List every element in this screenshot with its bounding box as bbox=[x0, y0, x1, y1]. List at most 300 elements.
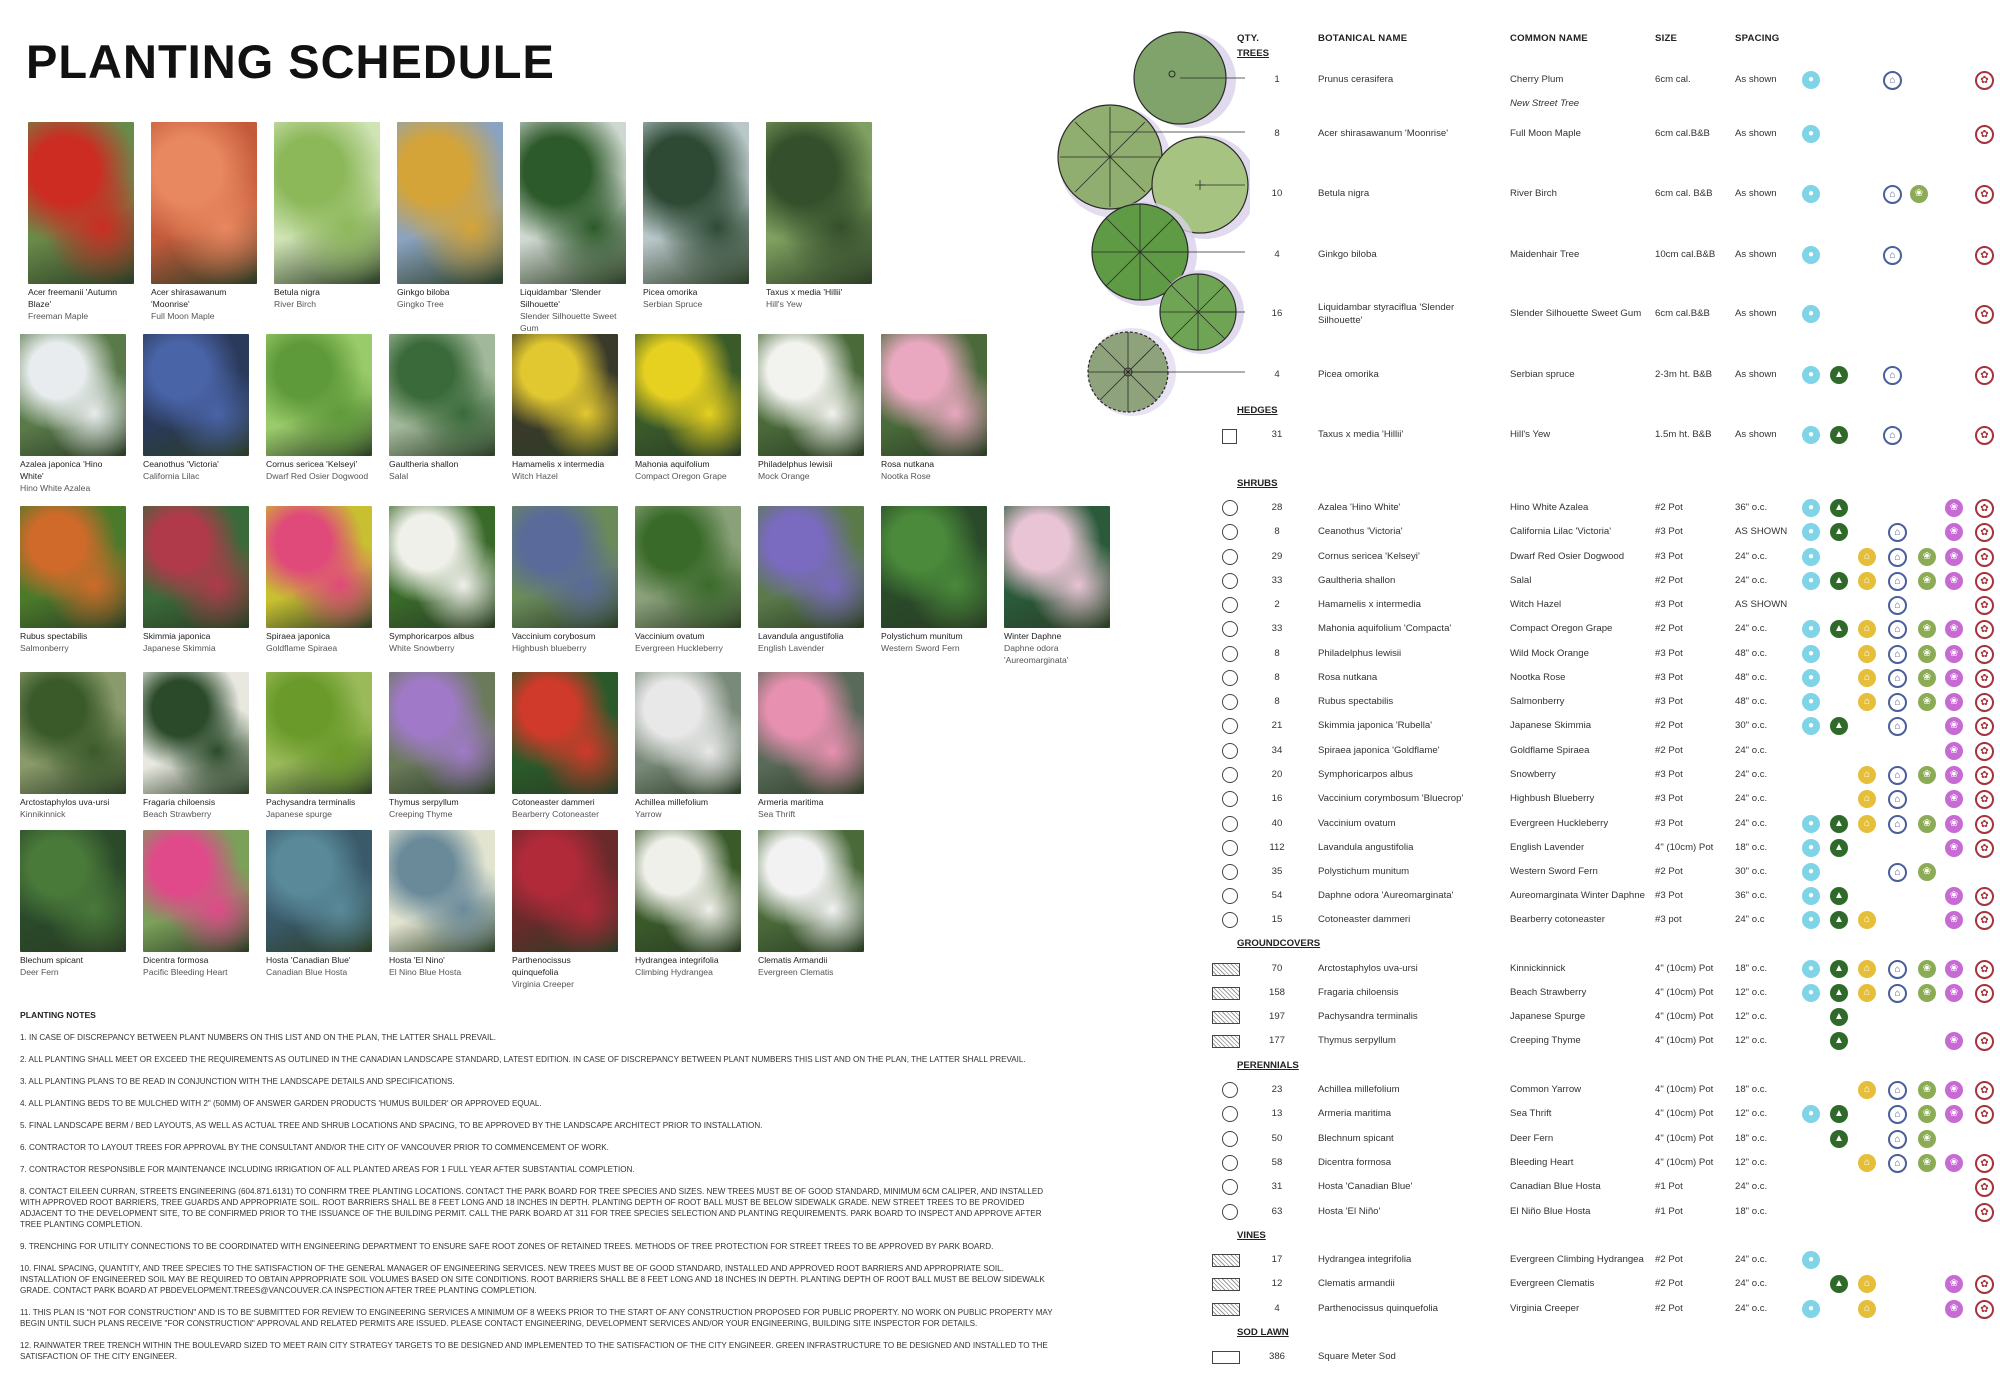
schedule-qty: 2 bbox=[1274, 599, 1280, 610]
plant-common-label: River Birch bbox=[274, 299, 317, 309]
schedule-size: 4" (10cm) Pot bbox=[1655, 1108, 1714, 1119]
schedule-spacing: 18" o.c. bbox=[1735, 1133, 1768, 1144]
red-attribute-icon: ✿ bbox=[1975, 742, 1994, 761]
plant-photo bbox=[389, 672, 495, 794]
schedule-botanical-name: Dicentra formosa bbox=[1318, 1157, 1392, 1168]
plant-photo bbox=[28, 122, 134, 284]
schedule-spacing: 24" o.c bbox=[1735, 914, 1765, 925]
green-attribute-icon: ▲ bbox=[1830, 911, 1848, 929]
ltblue-attribute-icon: ● bbox=[1802, 426, 1820, 444]
schedule-spacing: 30" o.c. bbox=[1735, 866, 1768, 877]
schedule-spacing: As shown bbox=[1735, 128, 1777, 139]
yellow-attribute-icon: ⌂ bbox=[1858, 766, 1876, 784]
plan-symbol-icon bbox=[1212, 1254, 1240, 1267]
plant-card bbox=[635, 334, 741, 482]
schedule-size: #3 Pot bbox=[1655, 769, 1683, 780]
schedule-common-name: Western Sword Fern bbox=[1510, 866, 1598, 877]
schedule-spacing: 24" o.c. bbox=[1735, 551, 1768, 562]
pink-attribute-icon: ❀ bbox=[1945, 572, 1963, 590]
schedule-common-name: Deer Fern bbox=[1510, 1133, 1554, 1144]
plant-botanical-label: Mahonia aquifolium bbox=[635, 459, 710, 469]
schedule-common-name: Evergreen Clematis bbox=[1510, 1278, 1595, 1289]
schedule-qty: 10 bbox=[1271, 188, 1283, 199]
schedule-qty: 1 bbox=[1274, 74, 1280, 85]
plant-photo bbox=[758, 830, 864, 952]
ltblue-attribute-icon: ● bbox=[1802, 984, 1820, 1002]
navy-attribute-icon: ⌂ bbox=[1883, 71, 1902, 90]
schedule-qty: 8 bbox=[1274, 526, 1280, 537]
plant-photo bbox=[520, 122, 626, 284]
plan-symbol-icon bbox=[1222, 694, 1238, 710]
plant-photo bbox=[266, 830, 372, 952]
plant-common-label: Compact Oregon Grape bbox=[635, 471, 727, 481]
navy-attribute-icon: ⌂ bbox=[1888, 766, 1907, 785]
schedule-botanical-name: Fragaria chiloensis bbox=[1318, 987, 1399, 998]
plant-common-label: Salmonberry bbox=[20, 643, 69, 653]
planting-note: 6. CONTRACTOR TO LAYOUT TREES FOR APPROVAL BY THE CONSULTANT AND/OR THE CITY OF VANCOUVER PRIOR TO COMMENCEMENT OF WORK. bbox=[20, 1143, 609, 1152]
ltblue-attribute-icon: ● bbox=[1802, 1300, 1820, 1318]
schedule-spacing: 24" o.c. bbox=[1735, 1303, 1768, 1314]
plant-botanical-label: Ginkgo biloba bbox=[397, 287, 450, 297]
schedule-qty: 17 bbox=[1271, 1254, 1283, 1265]
schedule-size: 4" (10cm) Pot bbox=[1655, 1084, 1714, 1095]
green-attribute-icon: ▲ bbox=[1830, 984, 1848, 1002]
red-attribute-icon: ✿ bbox=[1975, 1300, 1994, 1319]
schedule-qty: 35 bbox=[1271, 866, 1283, 877]
schedule-spacing: 24" o.c. bbox=[1735, 745, 1768, 756]
schedule-botanical-name: Hosta 'El Niño' bbox=[1318, 1206, 1381, 1217]
plant-botanical-label: Picea omorika bbox=[643, 287, 698, 297]
schedule-size: #3 Pot bbox=[1655, 551, 1683, 562]
planting-note: 4. ALL PLANTING BEDS TO BE MULCHED WITH 2" (50MM) OF ANSWER GARDEN PRODUCTS 'HUMUS BUILDER' OR APPROVED EQUAL. bbox=[20, 1099, 542, 1108]
plant-card bbox=[266, 830, 372, 978]
schedule-row-note: New Street Tree bbox=[1510, 98, 1580, 109]
navy-attribute-icon: ⌂ bbox=[1888, 790, 1907, 809]
schedule-section-title: TREES bbox=[1237, 48, 1269, 59]
plant-photo bbox=[512, 506, 618, 628]
schedule-botanical-name: Arctostaphylos uva-ursi bbox=[1318, 963, 1418, 974]
red-attribute-icon: ✿ bbox=[1975, 790, 1994, 809]
schedule-section-title: SHRUBS bbox=[1237, 478, 1278, 489]
red-attribute-icon: ✿ bbox=[1975, 839, 1994, 858]
ltblue-attribute-icon: ● bbox=[1802, 911, 1820, 929]
ltblue-attribute-icon: ● bbox=[1802, 887, 1820, 905]
plant-photo bbox=[758, 672, 864, 794]
green-attribute-icon: ▲ bbox=[1830, 717, 1848, 735]
olive-attribute-icon: ❀ bbox=[1918, 815, 1936, 833]
red-attribute-icon: ✿ bbox=[1975, 1178, 1994, 1197]
navy-attribute-icon: ⌂ bbox=[1888, 693, 1907, 712]
plant-common-label: English Lavender bbox=[758, 643, 825, 653]
plant-card bbox=[766, 122, 872, 310]
green-attribute-icon: ▲ bbox=[1830, 1032, 1848, 1050]
plant-common-label: Virginia Creeper bbox=[512, 979, 574, 989]
schedule-qty: 4 bbox=[1274, 369, 1280, 380]
schedule-spacing: 48" o.c. bbox=[1735, 672, 1768, 683]
plan-symbol-icon bbox=[1222, 767, 1238, 783]
plan-symbol-icon bbox=[1212, 963, 1240, 976]
col-header-size: SIZE bbox=[1655, 33, 1678, 44]
plant-card bbox=[758, 830, 864, 978]
schedule-common-name: Compact Oregon Grape bbox=[1510, 623, 1613, 634]
green-attribute-icon: ▲ bbox=[1830, 815, 1848, 833]
olive-attribute-icon: ❀ bbox=[1918, 766, 1936, 784]
olive-attribute-icon: ❀ bbox=[1918, 984, 1936, 1002]
plant-botanical-label: Skimmia japonica bbox=[143, 631, 211, 641]
plant-common-label: Witch Hazel bbox=[512, 471, 558, 481]
plan-symbol-icon bbox=[1222, 429, 1237, 444]
schedule-botanical-name: Hamamelis x intermedia bbox=[1318, 599, 1421, 610]
plant-photo bbox=[389, 506, 495, 628]
navy-attribute-icon: ⌂ bbox=[1883, 366, 1902, 385]
plan-symbol-icon bbox=[1212, 987, 1240, 1000]
schedule-spacing: 12" o.c. bbox=[1735, 1035, 1768, 1046]
schedule-size: 6cm cal.B&B bbox=[1655, 308, 1710, 319]
schedule-qty: 50 bbox=[1271, 1133, 1283, 1144]
plant-card bbox=[389, 334, 495, 482]
navy-attribute-icon: ⌂ bbox=[1888, 863, 1907, 882]
schedule-spacing: 30" o.c. bbox=[1735, 720, 1768, 731]
schedule-qty: 386 bbox=[1268, 1351, 1285, 1362]
schedule-qty: 16 bbox=[1271, 308, 1283, 319]
ltblue-attribute-icon: ● bbox=[1802, 717, 1820, 735]
red-attribute-icon: ✿ bbox=[1975, 1203, 1994, 1222]
planting-note: 1. IN CASE OF DISCREPANCY BETWEEN PLANT NUMBERS ON THIS LIST AND ON THE PLAN, THE LATTER SHALL PREVAIL. bbox=[20, 1033, 496, 1042]
plan-symbol-icon bbox=[1212, 1351, 1240, 1364]
schedule-botanical-name: Gaultheria shallon bbox=[1318, 575, 1396, 586]
green-attribute-icon: ▲ bbox=[1830, 499, 1848, 517]
plant-botanical-label: Cornus sericea 'Kelseyi' bbox=[266, 459, 358, 469]
plant-botanical-label: Clematis Armandii bbox=[758, 955, 828, 965]
schedule-section-title: GROUNDCOVERS bbox=[1237, 938, 1321, 949]
green-attribute-icon: ▲ bbox=[1830, 960, 1848, 978]
plan-symbol-icon bbox=[1222, 670, 1238, 686]
schedule-common-name: Witch Hazel bbox=[1510, 599, 1562, 610]
plan-symbol-icon bbox=[1222, 888, 1238, 904]
plant-botanical-label: Vaccinium corybosum bbox=[512, 631, 596, 641]
red-attribute-icon: ✿ bbox=[1975, 693, 1994, 712]
plant-botanical-label: Arctostaphylos uva-ursi bbox=[20, 797, 110, 807]
plant-photo bbox=[143, 672, 249, 794]
schedule-common-name: Sea Thrift bbox=[1510, 1108, 1552, 1119]
green-attribute-icon: ▲ bbox=[1830, 366, 1848, 384]
ltblue-attribute-icon: ● bbox=[1802, 71, 1820, 89]
pink-attribute-icon: ❀ bbox=[1945, 1032, 1963, 1050]
plant-common-label: Pacific Bleeding Heart bbox=[143, 967, 228, 977]
olive-attribute-icon: ❀ bbox=[1918, 572, 1936, 590]
plant-common-label: Mock Orange bbox=[758, 471, 810, 481]
page-title: PLANTING SCHEDULE bbox=[26, 35, 555, 88]
pink-attribute-icon: ❀ bbox=[1945, 645, 1963, 663]
schedule-qty: 31 bbox=[1271, 1181, 1283, 1192]
schedule-size: #3 Pot bbox=[1655, 648, 1683, 659]
schedule-common-name: Canadian Blue Hosta bbox=[1510, 1181, 1601, 1192]
schedule-spacing: 36" o.c. bbox=[1735, 502, 1768, 513]
plan-symbol-icon bbox=[1212, 1035, 1240, 1048]
schedule-section-title: VINES bbox=[1237, 1230, 1266, 1241]
plant-card bbox=[389, 830, 495, 978]
plant-photo bbox=[635, 506, 741, 628]
plant-common-label: White Snowberry bbox=[389, 643, 455, 653]
schedule-common-name: Evergreen Climbing Hydrangea bbox=[1510, 1254, 1644, 1265]
ltblue-attribute-icon: ● bbox=[1802, 305, 1820, 323]
pink-attribute-icon: ❀ bbox=[1945, 669, 1963, 687]
red-attribute-icon: ✿ bbox=[1975, 645, 1994, 664]
navy-attribute-icon: ⌂ bbox=[1883, 246, 1902, 265]
planting-note: 2. ALL PLANTING SHALL MEET OR EXCEED THE REQUIREMENTS AS OUTLINED IN THE CANADIAN LANDSCAPE STANDARD, LATEST EDITION. IN CASE OF DISCREPANCY BETWEEN PLANT NUMBERS THIS LIST AND ON THE PLAN, THE LATTER SHALL PREVAIL. bbox=[20, 1055, 1026, 1064]
green-attribute-icon: ▲ bbox=[1830, 572, 1848, 590]
schedule-size: #1 Pot bbox=[1655, 1181, 1683, 1192]
schedule-botanical-name: Daphne odora 'Aureomarginata' bbox=[1318, 890, 1454, 901]
plant-common-label: Serbian Spruce bbox=[643, 299, 703, 309]
green-attribute-icon: ▲ bbox=[1830, 887, 1848, 905]
schedule-size: 10cm cal.B&B bbox=[1655, 249, 1716, 260]
schedule-spacing: 24" o.c. bbox=[1735, 769, 1768, 780]
canopy-cherry-plum bbox=[1134, 32, 1236, 128]
plant-botanical-label: Rubus spectabilis bbox=[20, 631, 88, 641]
plant-common-label: Hino White Azalea bbox=[20, 483, 91, 493]
plant-common-label: Beach Strawberry bbox=[143, 809, 212, 819]
red-attribute-icon: ✿ bbox=[1975, 960, 1994, 979]
schedule-spacing: 24" o.c. bbox=[1735, 1181, 1768, 1192]
pink-attribute-icon: ❀ bbox=[1945, 620, 1963, 638]
green-attribute-icon: ▲ bbox=[1830, 620, 1848, 638]
schedule-botanical-name: Clematis armandii bbox=[1318, 1278, 1395, 1289]
olive-attribute-icon: ❀ bbox=[1918, 1105, 1936, 1123]
schedule-botanical-name: Pachysandra terminalis bbox=[1318, 1011, 1418, 1022]
ltblue-attribute-icon: ● bbox=[1802, 1105, 1820, 1123]
schedule-spacing: As shown bbox=[1735, 249, 1777, 260]
plant-photo bbox=[635, 672, 741, 794]
schedule-botanical-name: Polystichum munitum bbox=[1318, 866, 1410, 877]
schedule-botanical-name: Vaccinium corymbosum 'Bluecrop' bbox=[1318, 793, 1464, 804]
plant-common-label: Bearberry Cotoneaster bbox=[512, 809, 599, 819]
red-attribute-icon: ✿ bbox=[1975, 1154, 1994, 1173]
pink-attribute-icon: ❀ bbox=[1945, 911, 1963, 929]
planting-note: 8. CONTACT EILEEN CURRAN, STREETS ENGINEERING (604.871.6131) TO CONFIRM TREE PLANTING LOCATIONS. CONTACT THE PARK BOARD FOR TREE SPECIES AND SIZES. NEW TREES MUST BE OF GOOD STANDARD, MINIMUM 6CM CALIPER, AND INSTALLED WITH APPROVED ROOT BARRIERS, TREE GUARDS AND APPROPRIATE SOIL. ROOT BARRIERS SHALL BE 8 FEET LONG AND 18 INCHES IN DEPTH. PLANTING DEPTH OF ROOT BALL MUST BE BELOW SIDEWALK GRADE. NEW STREET TREES TO BE PROVIDED ADJACENT TO THE DEVELOPMENT SITE, TO BE CONFIRMED PRIOR TO THE ISSUANCE OF THE BUILDING PERMIT. CALL THE PARK BOARD AT 311 FOR TREE SPECIES SELECTION AND PLANTING REQUIREMENTS. PARK BOARD TO INSPECT AND APPROVE AFTER TREE PLANTING COMPLETION. bbox=[20, 1187, 1044, 1229]
green-attribute-icon: ▲ bbox=[1830, 1275, 1848, 1293]
plant-card bbox=[143, 672, 249, 820]
schedule-botanical-name: Rubus spectabilis bbox=[1318, 696, 1394, 707]
schedule-qty: 28 bbox=[1271, 502, 1283, 513]
plant-botanical-label: Winter Daphne bbox=[1004, 631, 1062, 641]
plant-common-label: Salal bbox=[389, 471, 409, 481]
schedule-size: #3 Pot bbox=[1655, 890, 1683, 901]
plant-photo bbox=[635, 830, 741, 952]
schedule-qty: 23 bbox=[1271, 1084, 1283, 1095]
plant-common-label: Goldflame Spiraea bbox=[266, 643, 338, 653]
plant-common-label: Gingko Tree bbox=[397, 299, 444, 309]
schedule-qty: 15 bbox=[1271, 914, 1283, 925]
plan-symbol-icon bbox=[1222, 743, 1238, 759]
pink-attribute-icon: ❀ bbox=[1945, 766, 1963, 784]
plant-common-label: Canadian Blue Hosta bbox=[266, 967, 348, 977]
plant-botanical-label: Dicentra formosa bbox=[143, 955, 209, 965]
olive-attribute-icon: ❀ bbox=[1918, 1081, 1936, 1099]
plan-symbol-icon bbox=[1222, 840, 1238, 856]
plan-symbol-icon bbox=[1222, 524, 1238, 540]
schedule-size: #2 Pot bbox=[1655, 1254, 1683, 1265]
olive-attribute-icon: ❀ bbox=[1918, 669, 1936, 687]
plant-card bbox=[643, 122, 749, 310]
yellow-attribute-icon: ⌂ bbox=[1858, 984, 1876, 1002]
plant-photo bbox=[151, 122, 257, 284]
schedule-common-name: California Lilac 'Victoria' bbox=[1510, 526, 1612, 537]
pink-attribute-icon: ❀ bbox=[1945, 1081, 1963, 1099]
red-attribute-icon: ✿ bbox=[1975, 887, 1994, 906]
red-attribute-icon: ✿ bbox=[1975, 499, 1994, 518]
schedule-common-name: English Lavender bbox=[1510, 842, 1585, 853]
schedule-size: 6cm cal. bbox=[1655, 74, 1691, 85]
plant-common-label: Japanese spurge bbox=[266, 809, 332, 819]
plant-botanical-label: Spiraea japonica bbox=[266, 631, 331, 641]
plant-botanical-label: Hosta 'Canadian Blue' bbox=[266, 955, 351, 965]
schedule-common-name: Hino White Azalea bbox=[1510, 502, 1589, 513]
plant-botanical-label: Armeria maritima bbox=[758, 797, 824, 807]
ltblue-attribute-icon: ● bbox=[1802, 815, 1820, 833]
pink-attribute-icon: ❀ bbox=[1945, 1275, 1963, 1293]
schedule-qty: 112 bbox=[1269, 842, 1285, 853]
plant-card bbox=[512, 334, 618, 482]
pink-attribute-icon: ❀ bbox=[1945, 717, 1963, 735]
green-attribute-icon: ▲ bbox=[1830, 1130, 1848, 1148]
olive-attribute-icon: ❀ bbox=[1918, 863, 1936, 881]
plant-photo bbox=[389, 334, 495, 456]
schedule-size: #2 Pot bbox=[1655, 623, 1683, 634]
plant-botanical-label: Vaccinium ovatum bbox=[635, 631, 705, 641]
navy-attribute-icon: ⌂ bbox=[1888, 669, 1907, 688]
plant-common-label: Daphne odora 'Aureomarginata' bbox=[1004, 643, 1069, 665]
plant-card bbox=[151, 122, 257, 322]
plan-symbol-icon bbox=[1222, 549, 1238, 565]
schedule-size: #2 Pot bbox=[1655, 866, 1683, 877]
olive-attribute-icon: ❀ bbox=[1918, 548, 1936, 566]
pink-attribute-icon: ❀ bbox=[1945, 523, 1963, 541]
schedule-common-name: Bleeding Heart bbox=[1510, 1157, 1574, 1168]
schedule-botanical-name: Lavandula angustifolia bbox=[1318, 842, 1414, 853]
schedule-spacing: 12" o.c. bbox=[1735, 1157, 1768, 1168]
pink-attribute-icon: ❀ bbox=[1945, 1154, 1963, 1172]
yellow-attribute-icon: ⌂ bbox=[1858, 572, 1876, 590]
plant-botanical-label: Acer freemanii 'Autumn Blaze' bbox=[28, 287, 118, 309]
plant-card bbox=[635, 506, 741, 654]
schedule-common-name: Evergreen Huckleberry bbox=[1510, 818, 1609, 829]
schedule-common-name: Goldflame Spiraea bbox=[1510, 745, 1590, 756]
plant-photo bbox=[766, 122, 872, 284]
schedule-qty: 8 bbox=[1274, 672, 1280, 683]
schedule-qty: 177 bbox=[1268, 1035, 1285, 1046]
navy-attribute-icon: ⌂ bbox=[1883, 426, 1902, 445]
plant-card bbox=[758, 334, 864, 482]
plant-photo bbox=[20, 334, 126, 456]
schedule-botanical-name: Betula nigra bbox=[1318, 188, 1370, 199]
plant-botanical-label: Hamamelis x intermedia bbox=[512, 459, 605, 469]
plant-common-label: Hill's Yew bbox=[766, 299, 803, 309]
navy-attribute-icon: ⌂ bbox=[1888, 596, 1907, 615]
red-attribute-icon: ✿ bbox=[1975, 717, 1994, 736]
plant-botanical-label: Hydrangea integrifolia bbox=[635, 955, 719, 965]
red-attribute-icon: ✿ bbox=[1975, 815, 1994, 834]
plant-botanical-label: Philadelphus lewisii bbox=[758, 459, 833, 469]
canopy-maple bbox=[1058, 105, 1171, 218]
plant-photo bbox=[881, 334, 987, 456]
green-attribute-icon: ▲ bbox=[1830, 839, 1848, 857]
red-attribute-icon: ✿ bbox=[1975, 620, 1994, 639]
plant-botanical-label: Symphoricarpos albus bbox=[389, 631, 475, 641]
schedule-size: 6cm cal. B&B bbox=[1655, 188, 1713, 199]
schedule-size: 4" (10cm) Pot bbox=[1655, 1035, 1714, 1046]
ltblue-attribute-icon: ● bbox=[1802, 125, 1820, 143]
navy-attribute-icon: ⌂ bbox=[1888, 620, 1907, 639]
ltblue-attribute-icon: ● bbox=[1802, 1251, 1820, 1269]
red-attribute-icon: ✿ bbox=[1975, 366, 1994, 385]
schedule-botanical-name: Blechnum spicant bbox=[1318, 1133, 1394, 1144]
plant-common-label: Evergreen Clematis bbox=[758, 967, 834, 977]
plant-photo bbox=[143, 334, 249, 456]
plan-symbol-icon bbox=[1212, 1303, 1240, 1316]
olive-attribute-icon: ❀ bbox=[1918, 645, 1936, 663]
schedule-spacing: As shown bbox=[1735, 308, 1777, 319]
schedule-botanical-name: Liquidambar styraciflua 'Slender Silhouette' bbox=[1318, 302, 1455, 326]
pink-attribute-icon: ❀ bbox=[1945, 693, 1963, 711]
ltblue-attribute-icon: ● bbox=[1802, 246, 1820, 264]
plant-card bbox=[1004, 506, 1110, 666]
schedule-spacing: 18" o.c. bbox=[1735, 842, 1768, 853]
schedule-botanical-name: Cornus sericea 'Kelseyi' bbox=[1318, 551, 1420, 562]
olive-attribute-icon: ❀ bbox=[1918, 960, 1936, 978]
plant-common-label: Sea Thrift bbox=[758, 809, 796, 819]
schedule-botanical-name: Taxus x media 'Hillii' bbox=[1318, 429, 1404, 440]
schedule-size: 6cm cal.B&B bbox=[1655, 128, 1710, 139]
yellow-attribute-icon: ⌂ bbox=[1858, 790, 1876, 808]
plant-photo bbox=[20, 506, 126, 628]
plant-botanical-label: Rosa nutkana bbox=[881, 459, 935, 469]
schedule-size: #1 Pot bbox=[1655, 1206, 1683, 1217]
schedule-qty: 8 bbox=[1274, 696, 1280, 707]
plant-botanical-label: Polystichum munitum bbox=[881, 631, 963, 641]
plant-common-label: Slender Silhouette Sweet Gum bbox=[520, 311, 617, 333]
plant-botanical-label: Achillea millefolium bbox=[635, 797, 709, 807]
yellow-attribute-icon: ⌂ bbox=[1858, 669, 1876, 687]
plant-photo bbox=[512, 334, 618, 456]
plant-photo bbox=[266, 672, 372, 794]
schedule-spacing: 24" o.c. bbox=[1735, 575, 1768, 586]
plant-common-label: El Nino Blue Hosta bbox=[389, 967, 462, 977]
schedule-botanical-name: Spiraea japonica 'Goldflame' bbox=[1318, 745, 1440, 756]
schedule-size: #3 Pot bbox=[1655, 818, 1683, 829]
schedule-size: 4" (10cm) Pot bbox=[1655, 1133, 1714, 1144]
plant-botanical-label: Gaultheria shallon bbox=[389, 459, 459, 469]
schedule-spacing: 48" o.c. bbox=[1735, 696, 1768, 707]
plant-botanical-label: Thymus serpyllum bbox=[389, 797, 459, 807]
schedule-botanical-name: Square Meter Sod bbox=[1318, 1351, 1396, 1362]
plant-card bbox=[512, 672, 618, 820]
plant-photo bbox=[881, 506, 987, 628]
planting-notes bbox=[20, 1010, 1060, 1373]
schedule-spacing: 12" o.c. bbox=[1735, 1108, 1768, 1119]
schedule-botanical-name: Cotoneaster dammeri bbox=[1318, 914, 1411, 925]
schedule-qty: 58 bbox=[1271, 1157, 1283, 1168]
plant-photo bbox=[512, 672, 618, 794]
green-attribute-icon: ▲ bbox=[1830, 1105, 1848, 1123]
schedule-common-name: Dwarf Red Osier Dogwood bbox=[1510, 551, 1625, 562]
plant-card bbox=[512, 506, 618, 654]
schedule-qty: 8 bbox=[1274, 128, 1280, 139]
schedule-botanical-name: Ceanothus 'Victoria' bbox=[1318, 526, 1403, 537]
schedule-spacing: 12" o.c. bbox=[1735, 1011, 1768, 1022]
plan-symbol-icon bbox=[1222, 621, 1238, 637]
plant-botanical-label: Taxus x media 'Hillii' bbox=[766, 287, 843, 297]
